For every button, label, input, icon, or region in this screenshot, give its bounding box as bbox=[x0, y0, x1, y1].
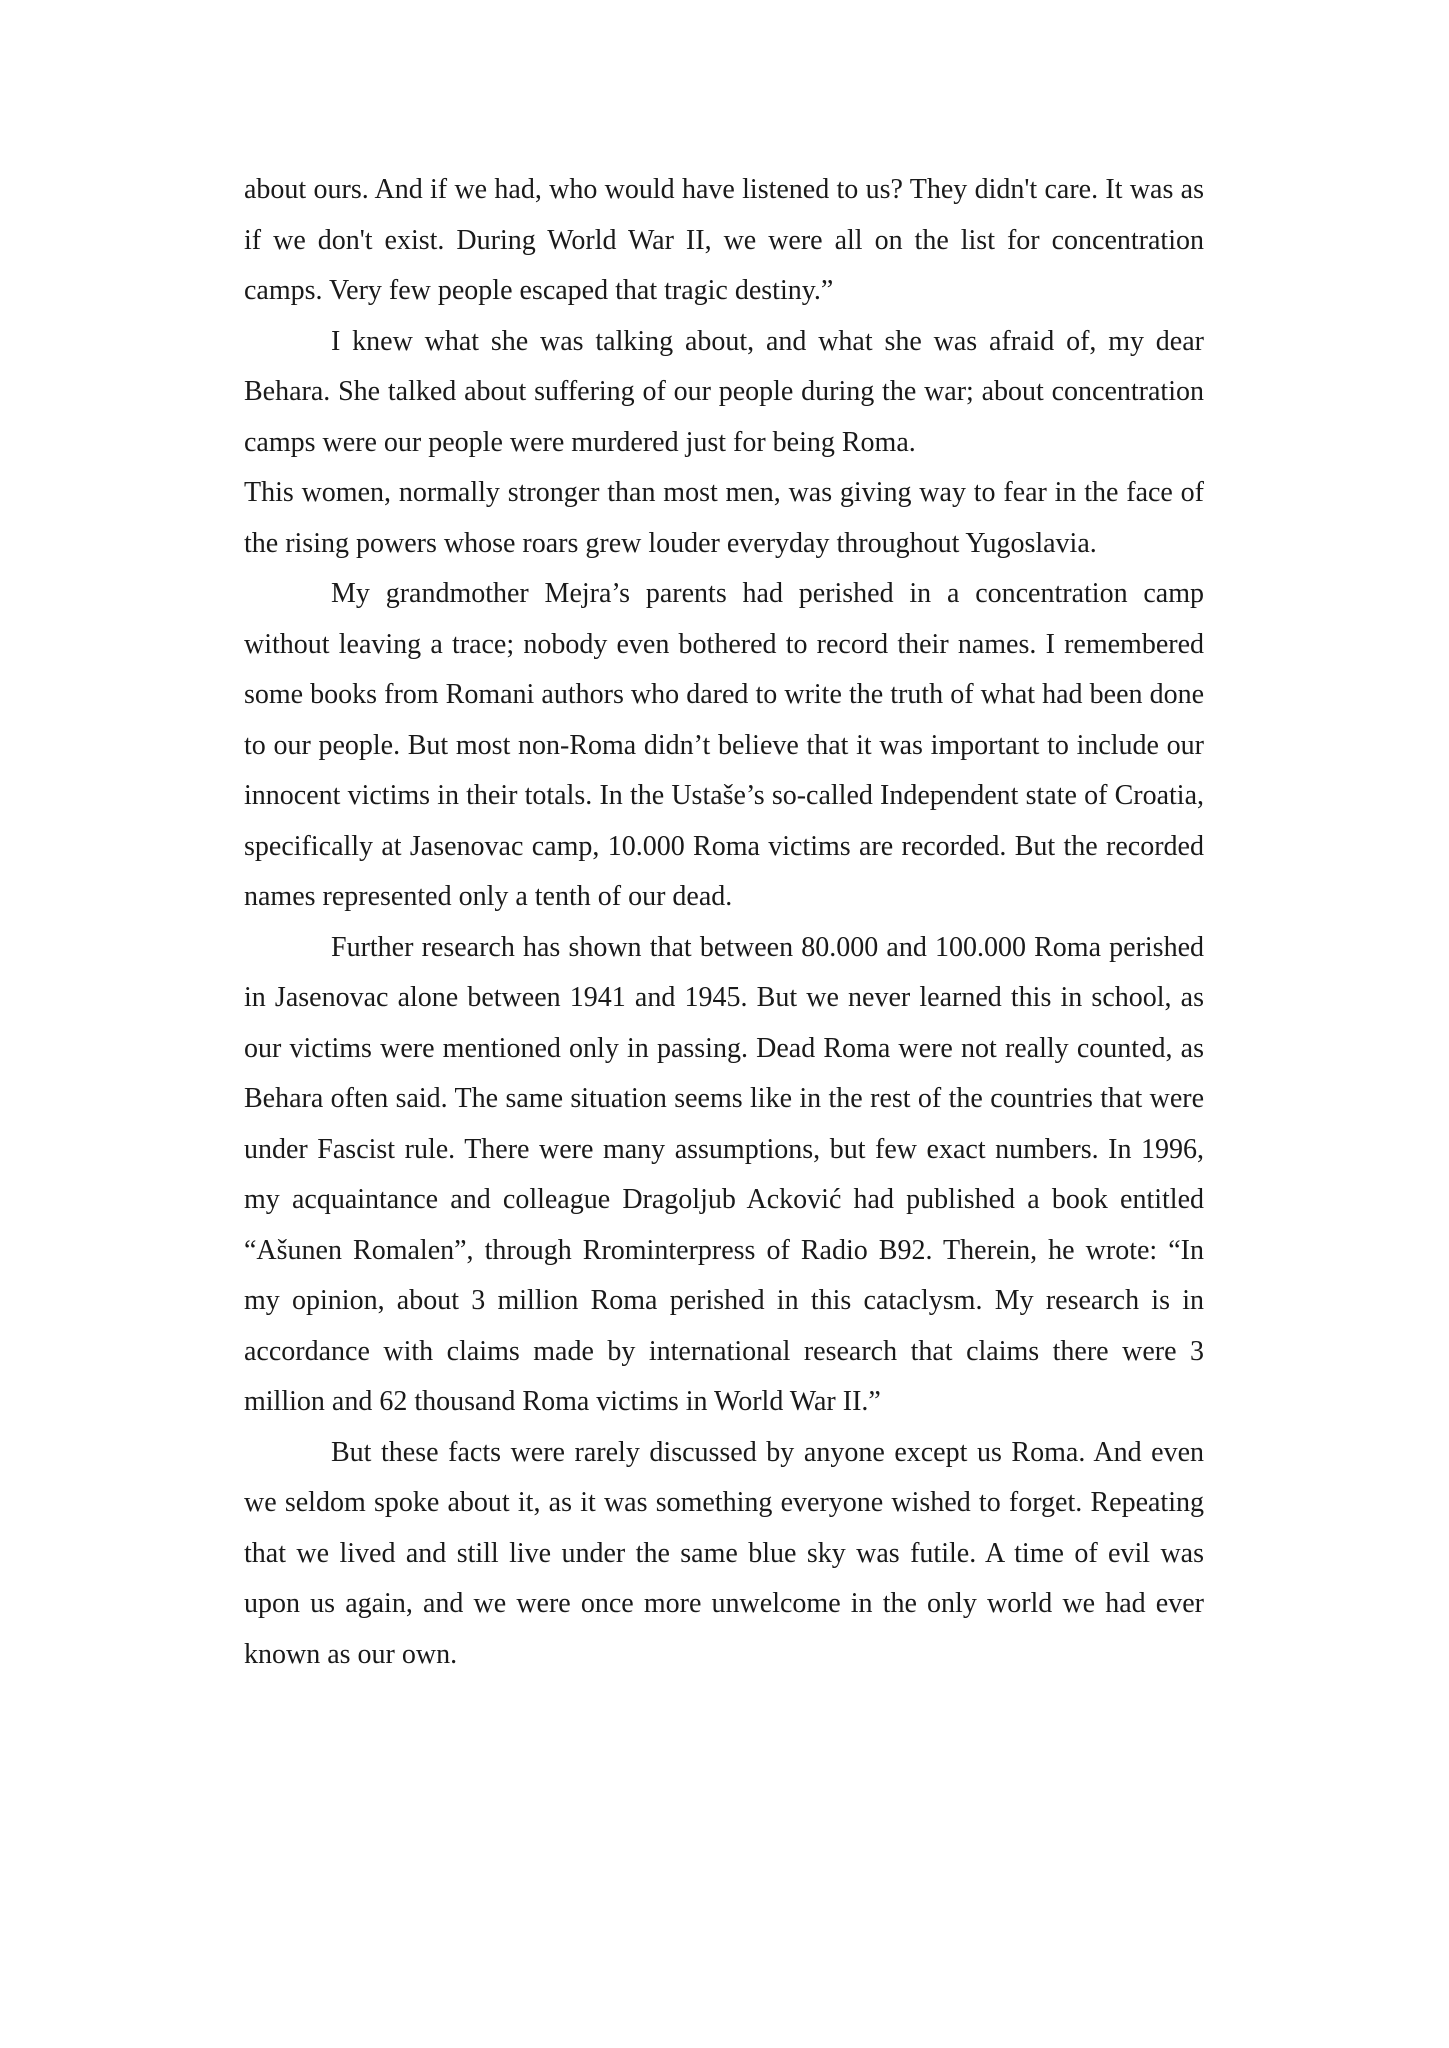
body-text bbox=[244, 165, 1204, 1680]
paragraph: My grandmother Mejra’s parents had perished in a concentration camp without leaving a trace; nobody even bothered to record their names. I remembered some books from Romani authors who dared to write the truth of what had been done to our people. But most non-Roma didn’t believe that it was important to include our innocent victims in their totals. In the Ustaše’s so-called Independent state of Croatia, specifically at Jasenovac camp, 10.000 Roma victims are recorded. But the recorded names represented only a tenth of our dead. bbox=[244, 578, 1204, 912]
paragraph: Further research has shown that between 80.000 and 100.000 Roma perished in Jasenovac alone between 1941 and 1945. But we never learned this in school, as our victims were mentioned only in passing. Dead Roma were not really counted, as Behara often said. The same situation seems like in the rest of the countries that were under Fascist rule. There were many assumptions, but few exact numbers. In 1996, my acquaintance and colleague Dragoljub Acković had published a book entitled “Ašunen Romalen”, through Rrominterpress of Radio B92. Therein, he wrote: “In my opinion, about 3 million Roma perished in this cataclysm. My research is in accordance with claims made by international research that claims there were 3 million and 62 thousand Roma victims in World War II.” bbox=[244, 931, 1204, 1417]
paragraph: about ours. And if we had, who would have listened to us? They didn't care. It was as if we don't exist. During World War II, we were all on the list for concentration camps. Very few people escaped that tragic destiny.” bbox=[244, 174, 1204, 306]
paragraph: This women, normally stronger than most men, was giving way to fear in the face of the rising powers whose roars grew louder everyday throughout Yugoslavia. bbox=[244, 477, 1204, 559]
paragraph: But these facts were rarely discussed by anyone except us Roma. And even we seldom spoke about it, as it was something everyone wished to forget. Repeating that we lived and still live under the same blue sky was futile. A time of evil was upon us again, and we were once more unwelcome in the only world we had ever known as our own. bbox=[244, 1436, 1204, 1670]
paragraph: I knew what she was talking about, and what she was afraid of, my dear Behara. She talked about suffering of our people during the war; about concentration camps were our people were murdered just for being Roma. bbox=[244, 325, 1204, 458]
